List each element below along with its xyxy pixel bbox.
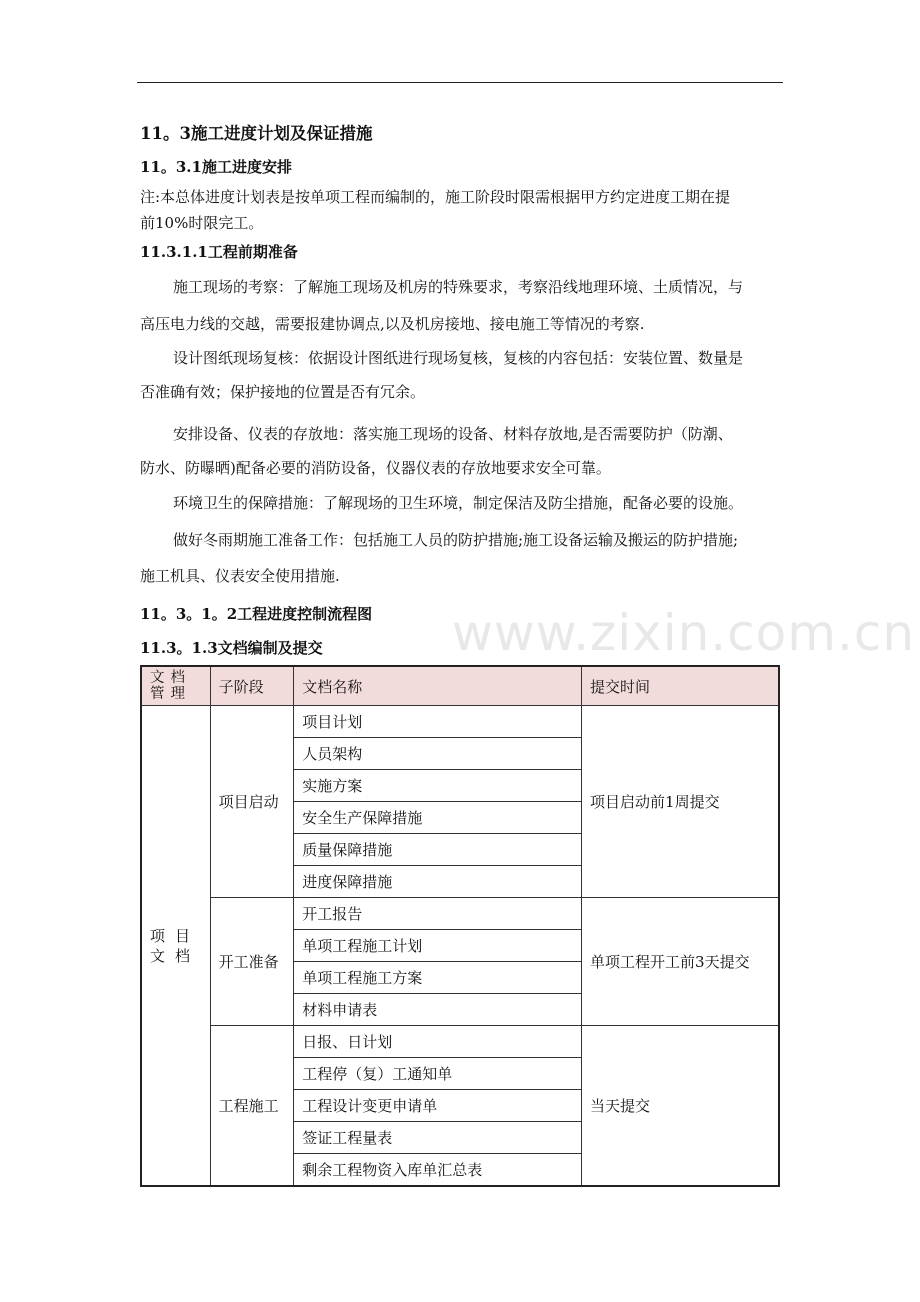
doc-name-cell: 日报、日计划 <box>294 1026 582 1058</box>
doc-name-cell: 单项工程施工计划 <box>294 930 582 962</box>
table-header-row <box>141 666 779 706</box>
doc-name-cell: 材料申请表 <box>294 994 582 1026</box>
paragraph-3-line-1: 安排设备、仪表的存放地：落实施工现场的设备、材料存放地,是否需要防护（防潮、 <box>173 425 733 443</box>
doc-name-cell: 进度保障措施 <box>294 866 582 898</box>
section-title: 11。3施工进度计划及保证措施 <box>140 124 373 143</box>
stage-cell: 项目启动 <box>210 706 294 898</box>
paragraph-1-line-1: 施工现场的考察：了解施工现场及机房的特殊要求，考察沿线地理环境、土质情况，与 <box>173 278 744 296</box>
paragraph-2-line-2: 否准确有效；保护接地的位置是否有冗余。 <box>140 383 426 401</box>
doc-name-cell: 签证工程量表 <box>294 1122 582 1154</box>
paragraph-5-line-2: 施工机具、仪表安全使用措施. <box>140 567 340 585</box>
stage-cell: 开工准备 <box>210 898 294 1026</box>
paragraph-2-line-1: 设计图纸现场复核：依据设计图纸进行现场复核，复核的内容包括：安装位置、数量是 <box>173 349 744 367</box>
doc-name-cell: 人员架构 <box>294 738 582 770</box>
header-cell-doc-name: 文档名称 <box>294 666 582 706</box>
stage-cell: 工程施工 <box>210 1026 294 1187</box>
subsection-heading-3: 11。3。1。2工程进度控制流程图 <box>140 605 373 623</box>
subsection-heading-1: 11。3.1施工进度安排 <box>140 158 292 176</box>
subsection-heading-4: 11.3。1.3文档编制及提交 <box>140 639 323 657</box>
paragraph-3-line-2: 防水、防曝晒)配备必要的消防设备，仪器仪表的存放地要求安全可靠。 <box>140 459 611 477</box>
header-rule <box>137 82 783 83</box>
header-cell-doc-management: 文档管理 <box>141 666 210 706</box>
doc-name-cell: 开工报告 <box>294 898 582 930</box>
table-row <box>141 1026 779 1058</box>
doc-name-cell: 剩余工程物资入库单汇总表 <box>294 1154 582 1187</box>
doc-name-cell: 项目计划 <box>294 706 582 738</box>
watermark: www.zixin.com.cn <box>452 604 916 662</box>
document-table <box>140 665 780 1187</box>
doc-name-cell: 安全生产保障措施 <box>294 802 582 834</box>
header-cell-submit-time: 提交时间 <box>582 666 779 706</box>
submit-time-cell: 单项工程开工前3天提交 <box>582 898 779 1026</box>
category-cell: 项目文档 <box>141 706 210 1187</box>
header-cell-substage: 子阶段 <box>210 666 294 706</box>
doc-name-cell: 工程设计变更申请单 <box>294 1090 582 1122</box>
doc-name-cell: 工程停（复）工通知单 <box>294 1058 582 1090</box>
table-body <box>141 706 779 1187</box>
submit-time-cell: 项目启动前1周提交 <box>582 706 779 898</box>
table-row <box>141 706 779 738</box>
doc-name-cell: 单项工程施工方案 <box>294 962 582 994</box>
note-line-2: 前10%时限完工。 <box>140 214 264 232</box>
paragraph-1-line-2: 高压电力线的交越，需要报建协调点,以及机房接地、接电施工等情况的考察. <box>140 315 645 333</box>
paragraph-4-line-1: 环境卫生的保障措施：了解现场的卫生环境，制定保洁及防尘措施，配备必要的设施。 <box>173 494 744 512</box>
note-line-1: 注:本总体进度计划表是按单项工程而编制的，施工阶段时限需根据甲方约定进度工期在提 <box>140 188 731 206</box>
submit-time-cell: 当天提交 <box>582 1026 779 1187</box>
paragraph-5-line-1: 做好冬雨期施工准备工作：包括施工人员的防护措施;施工设备运输及搬运的防护措施; <box>173 531 739 549</box>
subsection-heading-2: 11.3.1.1工程前期准备 <box>140 243 298 261</box>
doc-name-cell: 实施方案 <box>294 770 582 802</box>
table-row <box>141 898 779 930</box>
doc-name-cell: 质量保障措施 <box>294 834 582 866</box>
